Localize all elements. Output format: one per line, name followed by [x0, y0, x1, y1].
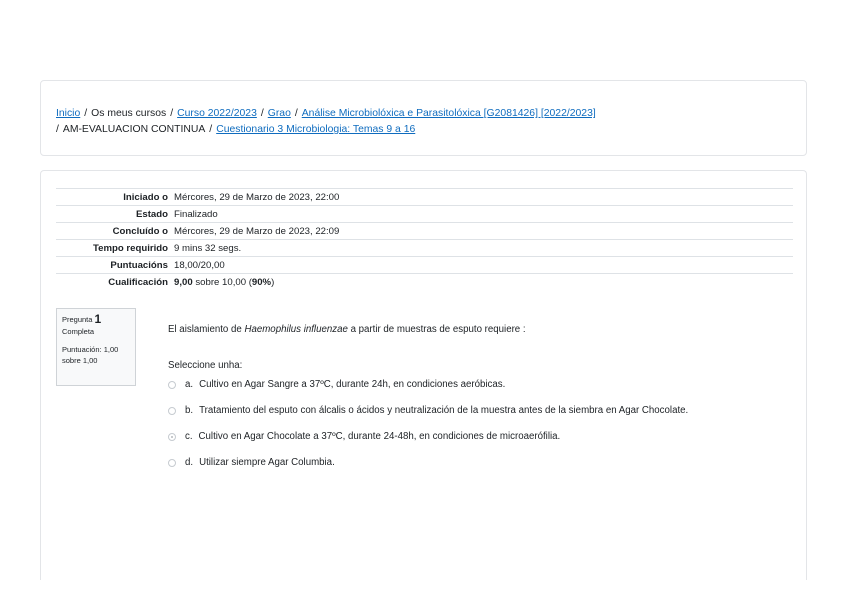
answer-text: Utilizar siempre Agar Columbia.	[199, 457, 335, 468]
summary-row-completed	[56, 223, 793, 240]
answer-text: Cultivo en Agar Chocolate a 37ºC, durante 24-48h, en condiciones de microaerófilia.	[198, 431, 561, 442]
grade-score: 9,00	[174, 276, 193, 288]
radio-unselected-icon[interactable]	[168, 381, 176, 389]
breadcrumb-card	[40, 80, 807, 156]
grade-label: Cualificación	[108, 276, 168, 288]
breadcrumb-section: AM-EVALUACION CONTINUA	[62, 124, 206, 135]
marks-label: Puntuacións	[110, 259, 168, 271]
state-value: Finalizado	[174, 208, 218, 220]
answer-text: Cultivo en Agar Sangre a 37ºC, durante 24h, en condiciones aeróbicas.	[199, 379, 506, 390]
grade-percent: 90%	[251, 276, 272, 288]
quiz-review-card	[40, 170, 807, 580]
answer-option-a[interactable]	[168, 379, 505, 390]
grade-close-paren: )	[271, 276, 275, 288]
answer-text: Tratamiento del esputo con álcalis o ácidos y neutralización de la muestra antes de la siembra en Agar Chocolate.	[199, 405, 689, 416]
radio-unselected-icon[interactable]	[168, 459, 176, 467]
grade-value	[174, 274, 793, 293]
breadcrumb-quiz-link[interactable]: Cuestionario 3 Microbiologia: Temas 9 a 16	[216, 124, 416, 135]
started-label: Iniciado o	[123, 191, 168, 203]
answer-letter: d.	[185, 457, 194, 468]
grade-out-of: sobre 10,00 (	[192, 276, 252, 288]
answer-option-d[interactable]	[168, 457, 335, 468]
completed-label: Concluído o	[112, 225, 168, 237]
breadcrumb-separator: /	[260, 108, 264, 119]
answer-letter: b.	[185, 405, 194, 416]
time-taken-value: 9 mins 32 segs.	[174, 242, 242, 254]
state-label: Estado	[136, 208, 168, 220]
answer-option-b[interactable]	[168, 405, 688, 416]
breadcrumb-my-courses: Os meus cursos	[91, 108, 167, 119]
breadcrumb-separator: /	[56, 124, 59, 135]
breadcrumb-degree-link[interactable]: Grao	[267, 108, 291, 119]
radio-selected-icon[interactable]	[168, 433, 176, 441]
summary-row-state	[56, 206, 793, 223]
breadcrumb-course-year-link[interactable]: Curso 2022/2023	[177, 108, 257, 119]
breadcrumb	[56, 106, 596, 138]
started-value: Mércores, 29 de Marzo de 2023, 22:00	[174, 191, 340, 203]
time-taken-label: Tempo requirido	[93, 242, 168, 254]
question-number: 1	[94, 312, 102, 326]
question-text	[168, 324, 526, 335]
breadcrumb-separator: /	[84, 108, 88, 119]
breadcrumb-separator: /	[170, 108, 174, 119]
question-grade: Puntuación: 1,00 sobre 1,00	[62, 345, 119, 365]
answer-letter: c.	[185, 431, 193, 442]
answer-prompt: Seleccione unha:	[168, 360, 243, 371]
summary-row-time	[56, 240, 793, 257]
question-info-box	[56, 308, 136, 386]
attempt-summary-table	[56, 188, 793, 292]
marks-value: 18,00/20,00	[174, 259, 225, 271]
question-text-after: a partir de muestras de esputo requiere :	[347, 324, 526, 335]
summary-row-started	[56, 189, 793, 206]
breadcrumb-home-link[interactable]: Inicio	[56, 108, 81, 119]
answer-option-c[interactable]	[168, 431, 560, 442]
summary-row-marks	[56, 257, 793, 274]
question-state: Completa	[62, 327, 95, 336]
breadcrumb-course-link[interactable]: Análise Microbiolóxica e Parasitolóxica [G2081426] [2022/2023]	[301, 108, 596, 119]
radio-unselected-icon[interactable]	[168, 407, 176, 415]
question-text-organism: Haemophilus influenzae	[244, 324, 348, 335]
question-label: Pregunta	[62, 315, 93, 324]
question-text-before: El aislamiento de	[168, 324, 245, 335]
summary-row-grade	[56, 274, 793, 293]
breadcrumb-separator: /	[294, 108, 298, 119]
breadcrumb-separator: /	[209, 124, 213, 135]
answer-letter: a.	[185, 379, 194, 390]
completed-value: Mércores, 29 de Marzo de 2023, 22:09	[174, 225, 340, 237]
